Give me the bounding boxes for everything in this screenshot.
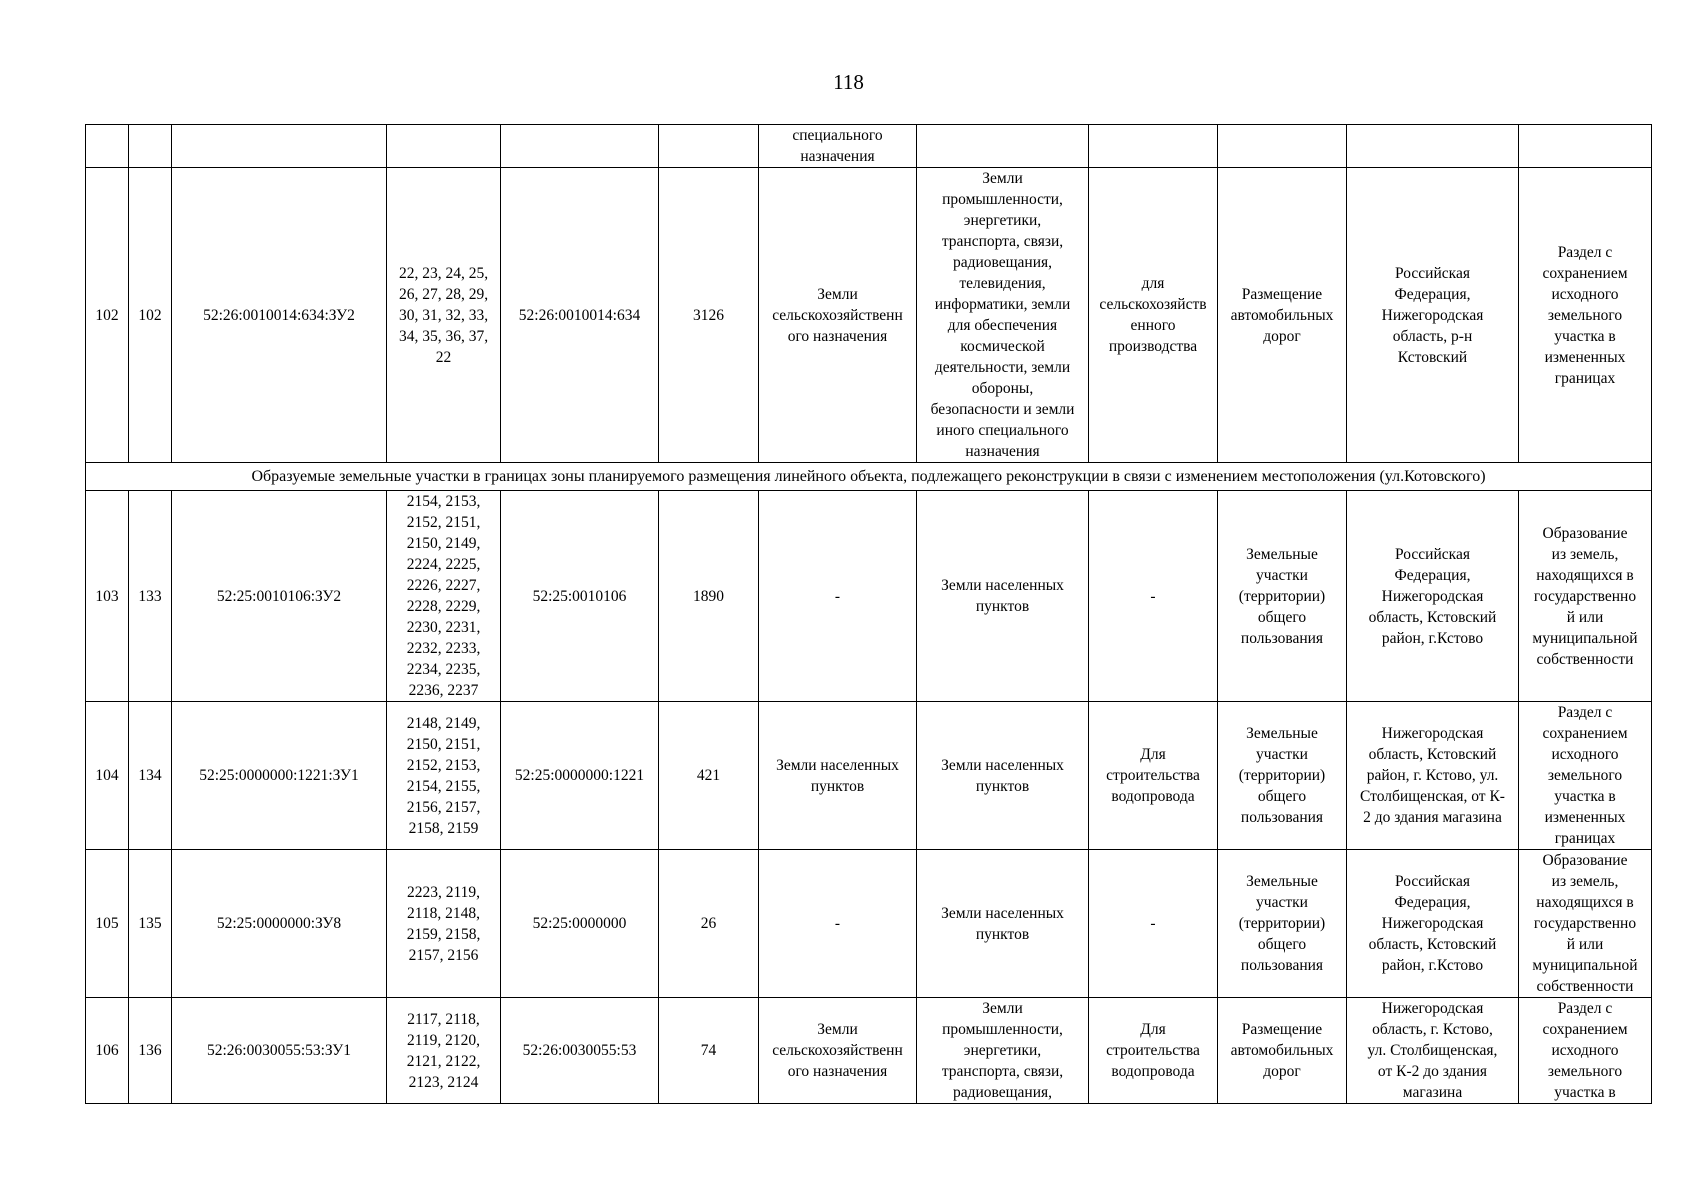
cadastral-number-cell (172, 998, 387, 1104)
formation-method-text: Раздел с сохранением исходного земельного участка в измененных границах (1542, 704, 1628, 847)
existing-category-text: - (834, 587, 841, 605)
area-cell (659, 168, 759, 463)
existing-use-cell (1089, 702, 1218, 850)
formation-method-text: Раздел с сохранением исходного земельного участка в измененных границах (1542, 243, 1628, 387)
row-number-text: 104 (95, 767, 119, 784)
cadastral-number-text: 52:26:0030055:53:ЗУ1 (206, 1042, 352, 1059)
table-cell (917, 125, 1089, 168)
table-row (86, 850, 1652, 998)
row-number-cell (86, 850, 129, 998)
new-use-cell (1218, 998, 1347, 1104)
existing-category-cell (759, 998, 917, 1104)
new-use-cell (1218, 702, 1347, 850)
new-use-text: Земельные участки (территории) общего пользования (1238, 873, 1326, 974)
existing-category-text: Земли населенных пунктов (776, 756, 899, 795)
area-text: 3126 (693, 306, 724, 324)
existing-use-text: - (1150, 587, 1156, 605)
new-category-text: Земли промышленности, энергетики, транспорта, связи, радиовещания, (941, 1000, 1064, 1101)
plot-number-cell (129, 168, 172, 463)
address-text: Российская Федерация, Нижегородская область, Кстовский район, г.Кстово (1368, 545, 1497, 647)
formation-method-text: Образование из земель, находящихся в государственно й или муниципальной собственности (1532, 524, 1638, 668)
existing-category-text: - (834, 915, 841, 932)
existing-use-text: - (1150, 915, 1156, 932)
source-plot-text: 52:25:0000000 (532, 915, 627, 932)
new-category-text: Земли населенных пунктов (941, 904, 1064, 943)
row-number-cell (86, 168, 129, 463)
table-cell (387, 125, 501, 168)
cadastral-number-text: 52:25:0000000:1221:ЗУ1 (199, 767, 359, 784)
table-cell (172, 125, 387, 168)
boundary-points-text: 2223, 2119, 2118, 2148, 2159, 2158, 2157, 2156 (406, 883, 481, 964)
area-cell (659, 998, 759, 1104)
boundary-points-cell (387, 702, 501, 850)
new-use-text: Земельные участки (территории) общего пользования (1238, 545, 1326, 647)
existing-category-text: Земли сельскохозяйственн ого назначения (772, 285, 903, 345)
address-text: Российская Федерация, Нижегородская область, Кстовский район, г.Кстово (1368, 873, 1497, 974)
boundary-points-cell (387, 491, 501, 702)
table-cell (501, 125, 659, 168)
new-category-cell (917, 850, 1089, 998)
land-category-cell (759, 125, 917, 168)
table-row (86, 491, 1652, 702)
plot-number-cell (129, 998, 172, 1104)
address-cell (1347, 998, 1519, 1104)
boundary-points-text: 2148, 2149, 2150, 2151, 2152, 2153, 2154, 2155, 2156, 2157, 2158, 2159 (406, 714, 481, 837)
cadastral-number-cell (172, 850, 387, 998)
new-category-text: Земли населенных пунктов (941, 756, 1064, 795)
area-cell (659, 491, 759, 702)
address-cell (1347, 491, 1519, 702)
source-plot-cell (501, 491, 659, 702)
existing-use-cell (1089, 491, 1218, 702)
formation-method-cell (1519, 998, 1652, 1104)
land-category-text: специального назначения (792, 127, 883, 165)
boundary-points-cell (387, 850, 501, 998)
plot-number-text: 134 (138, 767, 162, 784)
address-cell (1347, 168, 1519, 463)
new-category-text: Земли населенных пунктов (941, 577, 1064, 615)
new-use-text: Размещение автомобильных дорог (1230, 1021, 1334, 1080)
cadastral-number-cell (172, 168, 387, 463)
existing-use-text: Для строительства водопровода (1106, 1021, 1200, 1080)
cadastral-number-cell (172, 702, 387, 850)
new-category-cell (917, 491, 1089, 702)
source-plot-cell (501, 702, 659, 850)
source-plot-text: 52:26:0030055:53 (522, 1042, 637, 1059)
table-cell (1218, 125, 1347, 168)
existing-use-cell (1089, 850, 1218, 998)
new-category-cell (917, 168, 1089, 463)
formation-method-cell (1519, 850, 1652, 998)
formation-method-text: Раздел с сохранением исходного земельного участка в (1542, 1000, 1628, 1101)
source-plot-cell (501, 168, 659, 463)
row-number-text: 106 (95, 1042, 119, 1059)
table-row (86, 998, 1652, 1104)
table-cell (659, 125, 759, 168)
area-cell (659, 850, 759, 998)
boundary-points-text: 22, 23, 24, 25, 26, 27, 28, 29, 30, 31, 32, 33, 34, 35, 36, 37, 22 (398, 264, 489, 366)
cadastral-number-text: 52:25:0000000:ЗУ8 (216, 915, 342, 932)
formation-method-cell (1519, 702, 1652, 850)
existing-use-cell (1089, 168, 1218, 463)
row-number-cell (86, 491, 129, 702)
new-category-cell (917, 998, 1089, 1104)
table-cell (1089, 125, 1218, 168)
address-text: Российская Федерация, Нижегородская область, р-н Кстовский (1381, 264, 1484, 366)
plot-number-text: 102 (138, 306, 162, 324)
existing-category-cell (759, 491, 917, 702)
existing-category-cell (759, 850, 917, 998)
new-use-text: Размещение автомобильных дорог (1230, 285, 1334, 345)
plot-number-cell (129, 850, 172, 998)
cadastral-number-text: 52:26:0010014:634:ЗУ2 (203, 306, 355, 324)
plot-number-cell (129, 702, 172, 850)
plot-number-text: 135 (138, 915, 162, 932)
source-plot-text: 52:25:0000000:1221 (514, 767, 645, 784)
plot-number-text: 136 (138, 1042, 162, 1059)
boundary-points-text: 2117, 2118, 2119, 2120, 2121, 2122, 2123, 2124 (406, 1010, 481, 1091)
page-number: 118 (833, 70, 864, 94)
new-category-text: Земли промышленности, энергетики, транспорта, связи, радиовещания, телевидения, информатики, земли для обеспечения космической деятельности, земли обороны, безопасности и земли иного специального назначения (930, 170, 1075, 460)
address-cell (1347, 850, 1519, 998)
table-cell (1519, 125, 1652, 168)
existing-use-text: Для строительства водопровода (1106, 746, 1200, 805)
cadastral-number-text: 52:25:0010106:ЗУ2 (216, 587, 342, 605)
table-cell (86, 125, 129, 168)
row-number-cell (86, 998, 129, 1104)
table-row (86, 168, 1652, 463)
new-use-cell (1218, 850, 1347, 998)
plot-number-cell (129, 491, 172, 702)
area-cell (659, 702, 759, 850)
area-text: 26 (700, 915, 717, 932)
row-number-text: 102 (95, 306, 119, 324)
existing-use-text: для сельскохозяйств енного производства (1099, 275, 1207, 355)
formation-method-cell (1519, 168, 1652, 463)
source-plot-text: 52:26:0010014:634 (518, 306, 641, 324)
existing-category-cell (759, 702, 917, 850)
source-plot-text: 52:25:0010106 (532, 587, 627, 605)
table-cell (129, 125, 172, 168)
new-use-cell (1218, 168, 1347, 463)
new-category-cell (917, 702, 1089, 850)
address-cell (1347, 702, 1519, 850)
area-text: 1890 (693, 587, 724, 605)
area-text: 74 (700, 1042, 717, 1059)
cadastral-number-cell (172, 491, 387, 702)
land-plots-table (85, 124, 1652, 1104)
formation-method-cell (1519, 491, 1652, 702)
section-header-row (86, 463, 1652, 491)
address-text: Нижегородская область, г. Кстово, ул. Столбищенская, от К-2 до здания магазина (1367, 1000, 1498, 1101)
existing-use-cell (1089, 998, 1218, 1104)
row-number-text: 103 (95, 587, 119, 605)
new-use-cell (1218, 491, 1347, 702)
plot-number-text: 133 (138, 587, 162, 605)
table-row (86, 702, 1652, 850)
source-plot-cell (501, 998, 659, 1104)
source-plot-cell (501, 850, 659, 998)
section-title: Образуемые земельные участки в границах зоны планируемого размещения линейного объекта, подлежащего реконструкции в связи с изменением местоположения (ул.Котовского) (86, 463, 1652, 491)
address-text: Нижегородская область, Кстовский район, г. Кстово, ул. Столбищенская, от К- 2 до здания магазина (1360, 725, 1505, 826)
boundary-points-cell (387, 168, 501, 463)
table-cell (1347, 125, 1519, 168)
existing-category-cell (759, 168, 917, 463)
boundary-points-cell (387, 998, 501, 1104)
formation-method-text: Образование из земель, находящихся в государственно й или муниципальной собственности (1532, 852, 1638, 995)
new-use-text: Земельные участки (территории) общего пользования (1238, 725, 1326, 826)
area-text: 421 (696, 767, 721, 784)
row-number-text: 105 (95, 915, 119, 932)
boundary-points-text: 2154, 2153, 2152, 2151, 2150, 2149, 2224, 2225, 2226, 2227, 2228, 2229, 2230, 2231, 2232, 2233, 2234, 2235, 2236, 2237 (406, 493, 481, 699)
existing-category-text: Земли сельскохозяйственн ого назначения (772, 1021, 903, 1080)
row-number-cell (86, 702, 129, 850)
continuation-row (86, 125, 1652, 168)
